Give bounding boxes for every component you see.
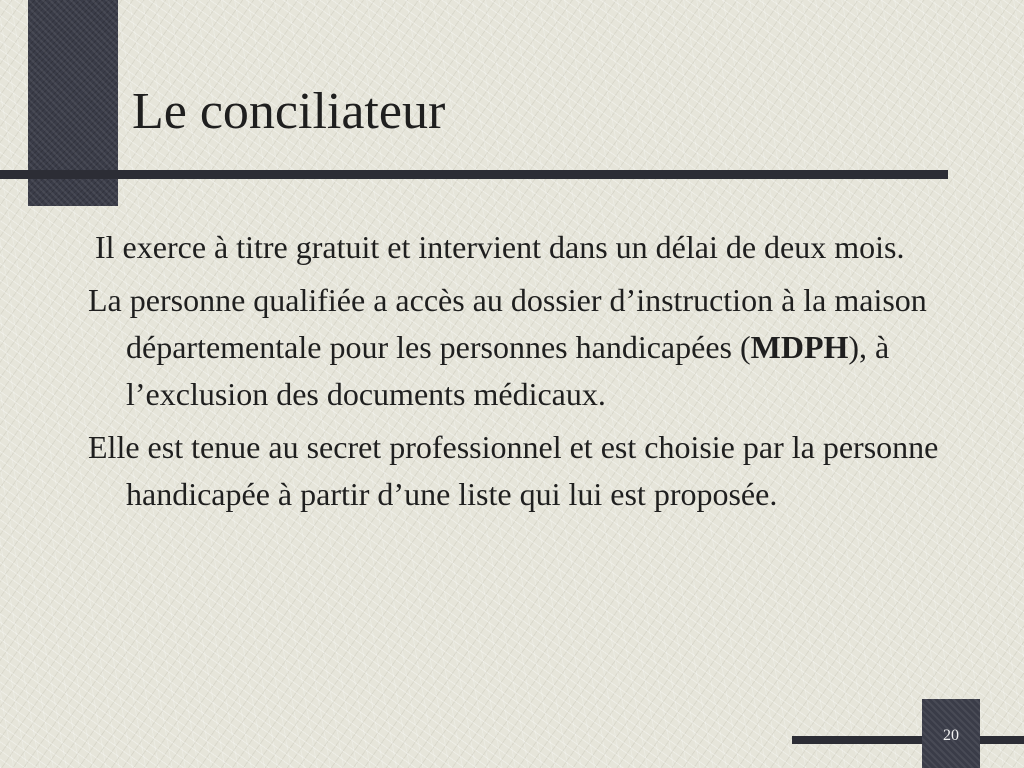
slide-body — [88, 224, 948, 524]
paragraph-fees-delay — [88, 224, 948, 271]
paragraph-text: Elle est tenue au secret professionnel et est choisie par la personne handicapée à partir d’une liste qui lui est proposée. — [88, 429, 939, 512]
paragraph-professional-secrecy — [88, 424, 948, 518]
paragraph-text-after: ), à l’exclusion des documents médicaux. — [126, 329, 890, 412]
title-underline-rule — [0, 170, 948, 179]
paragraph-text: Il exerce à titre gratuit et intervient dans un délai de deux mois. — [95, 229, 905, 265]
slide-title: Le conciliateur — [132, 83, 446, 140]
paragraph-text-before: La personne qualifiée a accès au dossier d’instruction à la maison départementale pour les personnes handicapées ( — [88, 282, 927, 365]
mdph-acronym: MDPH — [750, 329, 849, 365]
footer-rule — [792, 736, 1024, 744]
paragraph-dossier-access — [88, 277, 948, 418]
page-number: 20 — [943, 727, 959, 744]
